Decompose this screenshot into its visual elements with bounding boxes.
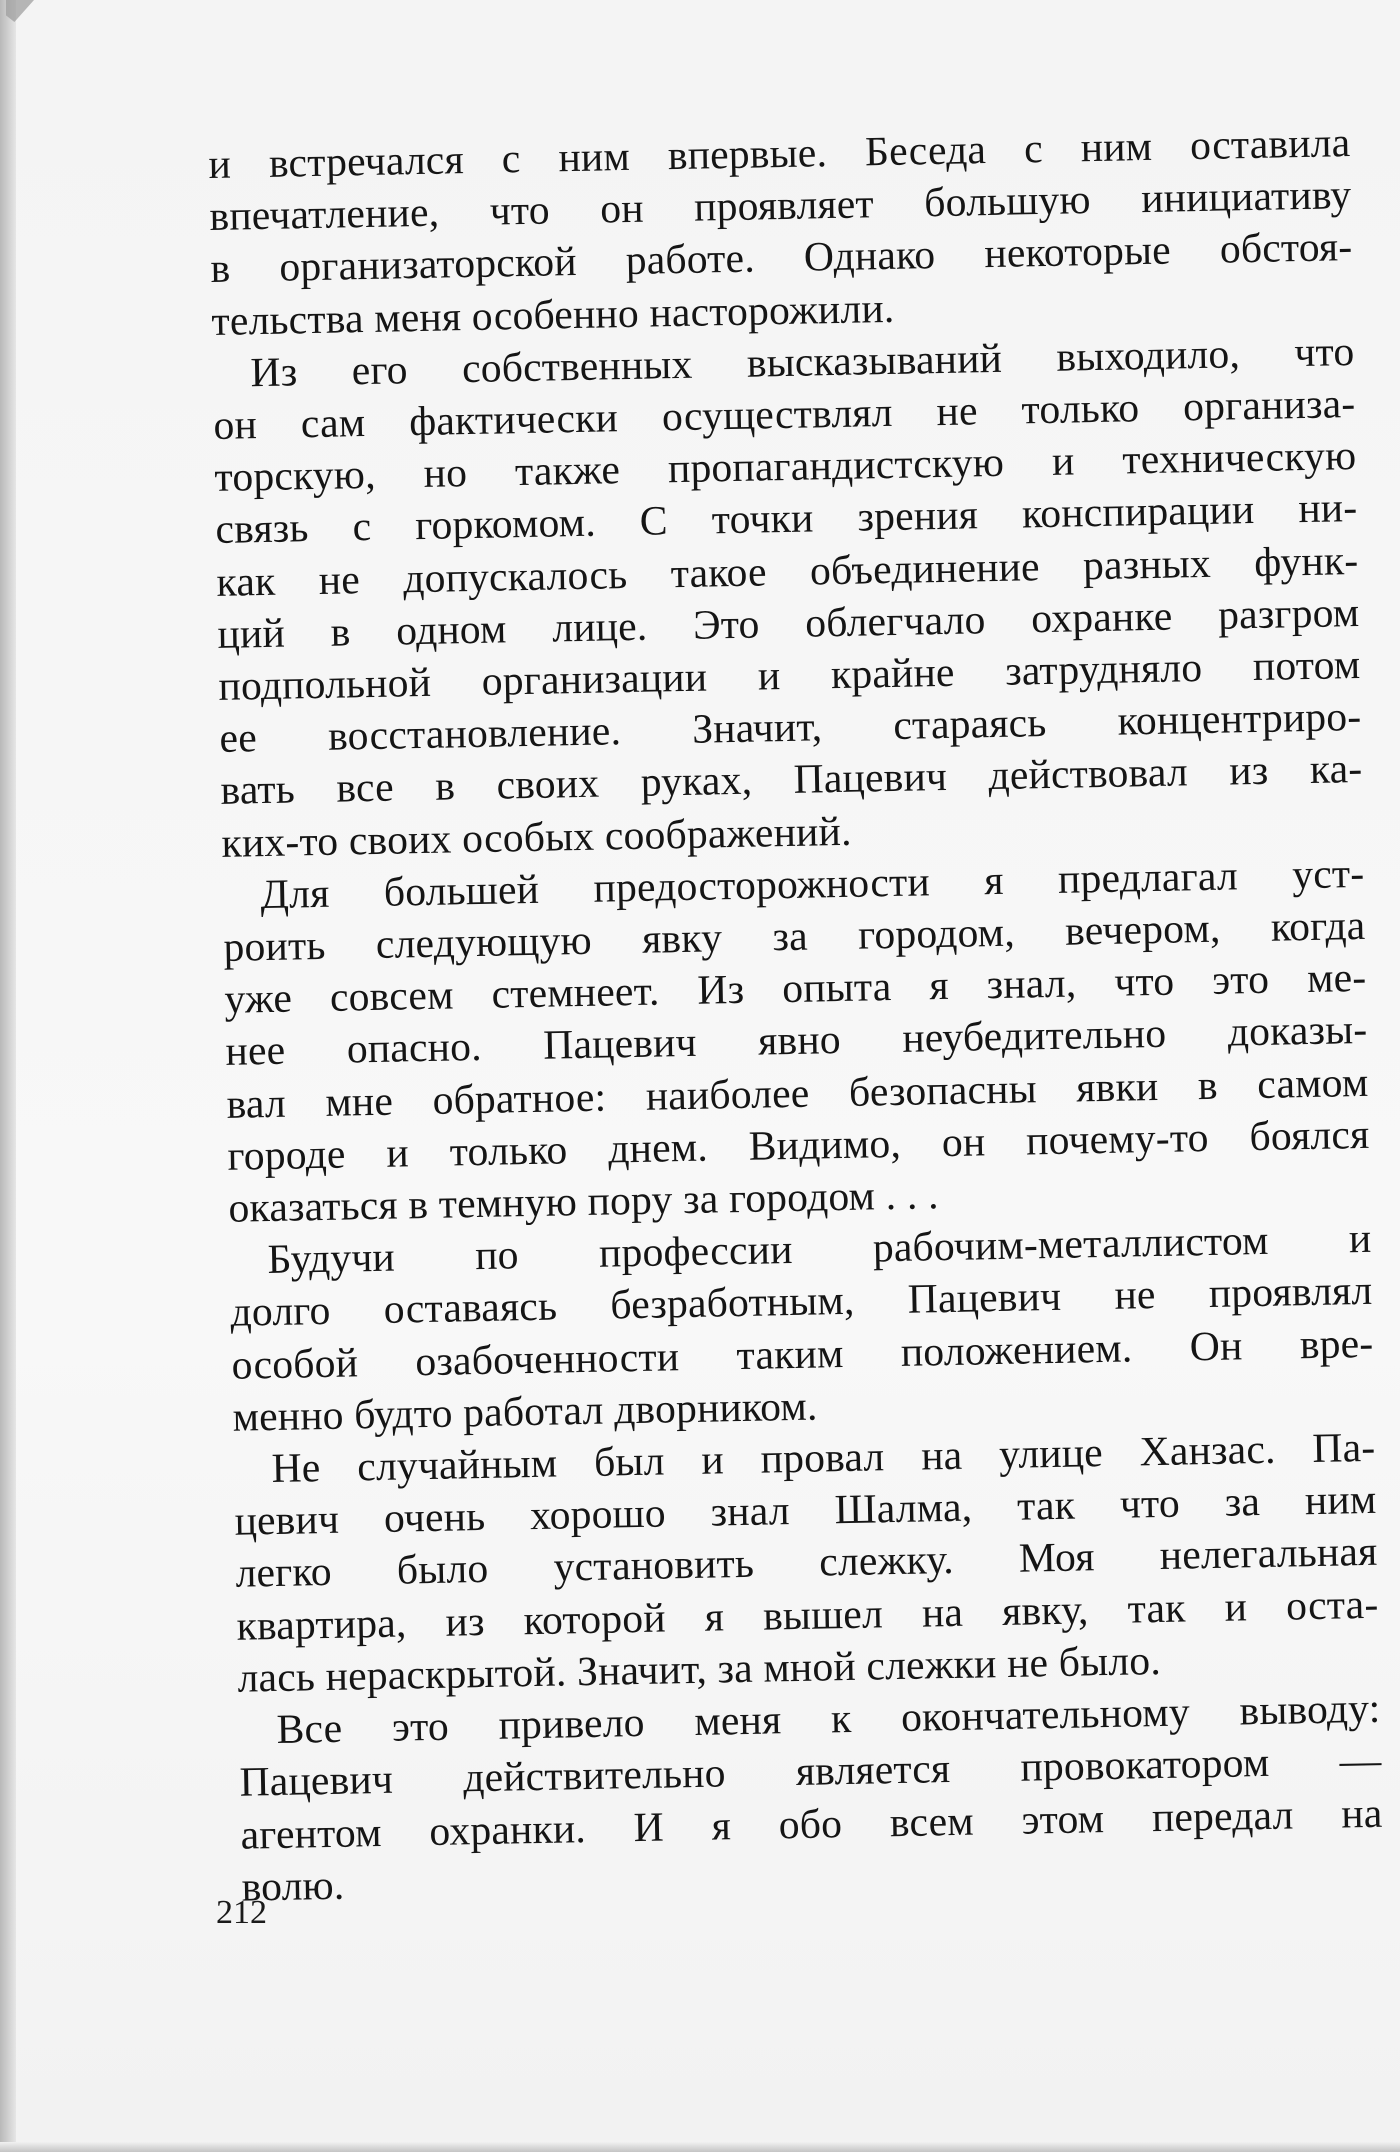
text-line: особой озабоченности таким положением. Он вре- <box>231 1319 1374 1388</box>
paragraph-2 <box>212 325 1364 869</box>
text-line: Для большей предосторожности я предлагал уст- <box>260 849 1365 917</box>
text-line: квартира, из которой я вышел на явку, так и оста- <box>236 1580 1379 1649</box>
text-line: цевич очень хорошо знал Шалма, так что за ним <box>234 1476 1377 1545</box>
body-text <box>208 116 1384 1913</box>
text-line: ее восстановление. Значит, стараясь концентриро- <box>219 693 1362 762</box>
text-line: менно будто работал дворником. <box>232 1382 818 1440</box>
text-line: роить следующую явку за городом, вечером, когда <box>223 901 1366 970</box>
page-edge-shadow <box>0 0 16 2152</box>
text-line: нее опасно. Пацевич явно неубедительно доказы- <box>225 1006 1368 1075</box>
text-line: ций в одном лице. Это облегчало охранке разгром <box>217 588 1360 657</box>
text-line: агентом охранки. И я обо всем этом передал на <box>240 1789 1383 1858</box>
text-line: тельства меня особенно насторожили. <box>211 284 895 344</box>
text-line: и встречался с ним впервые. Беседа с ним оставила <box>208 119 1351 187</box>
text-line: Все это привело меня к окончательному выводу: <box>276 1684 1381 1753</box>
paragraph-5 <box>233 1421 1380 1704</box>
text-line: ких-то своих особых соображений. <box>221 807 852 866</box>
text-line: Из его собственных высказываний выходило, что <box>250 327 1355 396</box>
text-line: торскую, но также пропагандистскую и техническую <box>214 432 1357 501</box>
text-line: связь с горкомом. С точки зрения конспирации ни- <box>215 484 1358 553</box>
paragraph-1 <box>208 116 1354 347</box>
text-line: Будучи по профессии рабочим-металлистом и <box>267 1215 1372 1283</box>
paragraph-6 <box>238 1682 1384 1913</box>
text-line: вать все в своих руках, Пацевич действовал из ка- <box>220 745 1363 814</box>
page-bottom-shadow <box>0 2142 1400 2152</box>
text-line: лась нераскрытой. Значит, за мной слежки не было. <box>237 1636 1162 1701</box>
text-line: как не допускалось такое объединение разных функ- <box>216 536 1359 605</box>
text-line: уже совсем стемнеет. Из опыта я знал, что это ме- <box>224 954 1367 1023</box>
text-line: он сам фактически осуществлял не только организа- <box>213 380 1356 448</box>
page-number: 212 <box>216 1894 267 1931</box>
text-line: оказаться в темную пору за городом . . . <box>228 1171 940 1231</box>
text-line: легко было установить слежку. Моя нелегальная <box>235 1528 1378 1597</box>
paragraph-4 <box>229 1212 1375 1443</box>
text-line: волю. <box>241 1861 345 1910</box>
text-line: подпольной организации и крайне затрудняло потом <box>218 641 1361 709</box>
text-line: Пацевич действительно является провокатором — <box>239 1737 1382 1805</box>
text-line: долго оставаясь безработным, Пацевич не проявлял <box>230 1267 1373 1336</box>
text-line: в организаторской работе. Однако некоторые обстоя- <box>210 223 1353 292</box>
text-line: впечатление, что он проявляет большую инициативу <box>209 171 1352 240</box>
paragraph-3 <box>222 847 1371 1234</box>
text-line: вал мне обратное: наиболее безопасны явки в самом <box>226 1058 1369 1127</box>
text-line: Не случайным был и провал на улице Ханзас. Па- <box>271 1423 1376 1492</box>
text-line: городе и только днем. Видимо, он почему-то боялся <box>227 1110 1370 1179</box>
